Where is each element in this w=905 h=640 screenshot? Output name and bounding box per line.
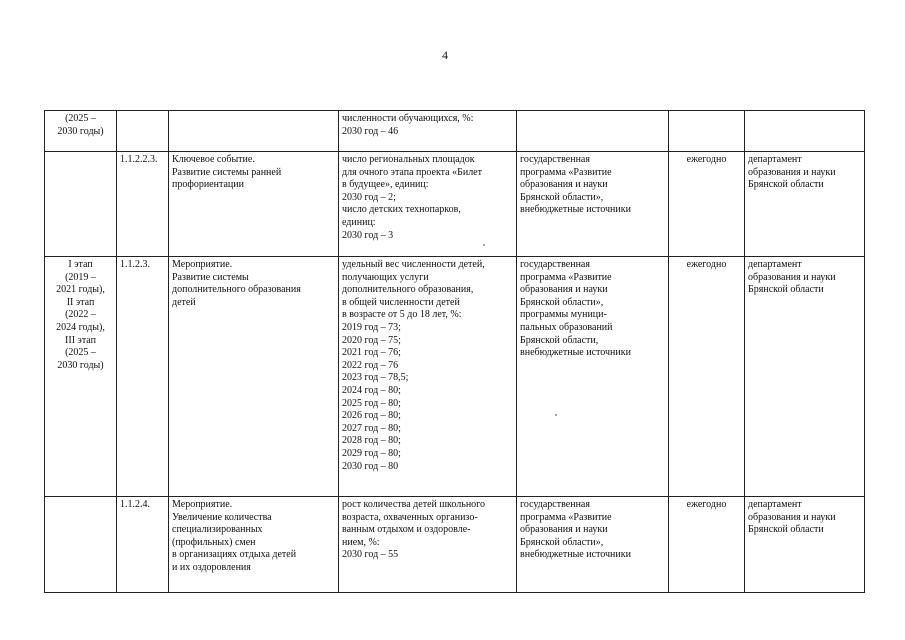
name-line: (профильных) смен xyxy=(172,536,256,548)
indicator-line: 2027 год – 80; xyxy=(342,422,401,434)
stage-cell xyxy=(45,111,117,152)
stage-cell xyxy=(45,497,117,593)
indicator-line: 2029 год – 80; xyxy=(342,447,401,459)
source-cell xyxy=(517,497,669,593)
responsible-cell xyxy=(745,152,865,257)
name-line: Увеличение количества xyxy=(172,511,272,523)
indicator-cell xyxy=(339,257,517,497)
name-line: детей xyxy=(172,296,196,308)
stage-line: II этап xyxy=(66,296,95,308)
responsible-line: департамент xyxy=(748,499,802,510)
name-line: Мероприятие. xyxy=(172,259,233,270)
responsible-line: образования и науки xyxy=(748,511,836,523)
source-cell xyxy=(517,152,669,257)
indicator-line: нием, %: xyxy=(342,536,380,548)
indicator-line: 2025 год – 80; xyxy=(342,397,401,409)
stage-line: (2025 – xyxy=(65,113,96,124)
indicator-cell xyxy=(339,152,517,257)
frequency-cell xyxy=(669,497,745,593)
indicator-line: численности обучающихся, %: xyxy=(342,113,474,124)
source-line: образования и науки xyxy=(520,524,608,536)
indicator-line: ванным отдыхом и оздоровле- xyxy=(342,524,471,536)
indicator-line: 2023 год – 78,5; xyxy=(342,372,409,384)
source-cell xyxy=(517,257,669,497)
indicator-line: возраста, охваченных организо- xyxy=(342,511,478,523)
frequency-cell xyxy=(669,111,745,152)
stage-line: 2030 годы) xyxy=(57,359,104,371)
name-line: в организациях отдыха детей xyxy=(172,549,297,561)
responsible-cell xyxy=(745,111,865,152)
indicator-line: 2024 год – 80; xyxy=(342,384,401,396)
frequency-value: ежегодно xyxy=(686,499,727,510)
table-row xyxy=(45,111,865,152)
indicator-line: в будущее», единиц: xyxy=(342,179,429,191)
indicator-line: число региональных площадок xyxy=(342,154,475,165)
number-cell xyxy=(117,257,169,497)
responsible-line: департамент xyxy=(748,259,802,270)
name-line: Развитие системы xyxy=(172,271,249,283)
source-line: государственная xyxy=(520,154,590,165)
indicator-line: получающих услуги xyxy=(342,271,429,283)
table-row xyxy=(45,257,865,497)
number-cell xyxy=(117,152,169,257)
name-line: Мероприятие. xyxy=(172,499,233,510)
responsible-line: образования и науки xyxy=(748,166,836,178)
name-line: специализированных xyxy=(172,524,263,536)
stage-line: (2022 – xyxy=(65,309,96,321)
source-line: Брянской области, xyxy=(520,334,599,346)
name-line: дополнительного образования xyxy=(172,284,301,296)
source-line: Брянской области», xyxy=(520,536,604,548)
responsible-line: департамент xyxy=(748,154,802,165)
source-line: программа «Развитие xyxy=(520,166,612,178)
responsible-line: Брянской области xyxy=(748,179,824,191)
responsible-line: Брянской области xyxy=(748,284,824,296)
frequency-value: ежегодно xyxy=(686,154,727,165)
indicator-line: 2030 год – 3 xyxy=(342,229,394,241)
indicator-line: число детских технопарков, xyxy=(342,204,461,216)
responsible-line: образования и науки xyxy=(748,271,836,283)
indicator-line: 2021 год – 76; xyxy=(342,347,401,359)
source-line: образования и науки xyxy=(520,284,608,296)
indicator-line: 2019 год – 73; xyxy=(342,321,401,333)
item-number: 1.1.2.3. xyxy=(120,259,150,270)
source-line: внебюджетные источники xyxy=(520,204,631,216)
source-cell xyxy=(517,111,669,152)
indicator-line: рост количества детей школьного xyxy=(342,499,486,510)
indicator-line: удельный вес численности детей, xyxy=(342,259,485,270)
indicator-line: 2026 год – 80; xyxy=(342,410,401,422)
scan-speck xyxy=(555,414,557,416)
indicator-line: в общей численности детей xyxy=(342,296,460,308)
stage-line: III этап xyxy=(65,334,96,346)
indicator-line: 2020 год – 75; xyxy=(342,334,401,346)
item-number: 1.1.2.4. xyxy=(120,499,150,510)
source-line: государственная xyxy=(520,499,590,510)
indicator-line: в возрасте от 5 до 18 лет, %: xyxy=(342,309,462,321)
indicator-cell xyxy=(339,497,517,593)
source-line: Брянской области», xyxy=(520,191,604,203)
indicator-line: 2028 год – 80; xyxy=(342,435,401,447)
responsible-line: Брянской области xyxy=(748,524,824,536)
indicator-line: 2030 год – 55 xyxy=(342,549,399,561)
source-line: пальных образований xyxy=(520,321,613,333)
item-number: 1.1.2.2.3. xyxy=(120,154,158,165)
frequency-cell xyxy=(669,152,745,257)
source-line: программа «Развитие xyxy=(520,271,612,283)
source-line: государственная xyxy=(520,259,590,270)
source-line: Брянской области», xyxy=(520,296,604,308)
stage-line: 2030 годы) xyxy=(57,125,104,137)
indicator-line: дополнительного образования, xyxy=(342,284,474,296)
indicator-line: 2022 год – 76 xyxy=(342,359,399,371)
name-line: Ключевое событие. xyxy=(172,154,255,165)
source-line: программа «Развитие xyxy=(520,511,612,523)
indicator-cell xyxy=(339,111,517,152)
indicator-line: для очного этапа проекта «Билет xyxy=(342,166,482,178)
responsible-cell xyxy=(745,257,865,497)
source-line: программы муници- xyxy=(520,309,607,321)
name-line: Развитие системы ранней xyxy=(172,166,282,178)
stage-line: (2019 – xyxy=(65,271,96,283)
frequency-cell xyxy=(669,257,745,497)
table-row xyxy=(45,497,865,593)
source-line: образования и науки xyxy=(520,179,608,191)
name-cell xyxy=(169,111,339,152)
stage-line: 2021 годы), xyxy=(56,284,105,296)
stage-line: I этап xyxy=(68,259,93,270)
name-line: и их оздоровления xyxy=(172,561,251,573)
responsible-cell xyxy=(745,497,865,593)
indicator-line: 2030 год – 2; xyxy=(342,191,396,203)
indicator-line: единиц: xyxy=(342,216,376,228)
activities-table xyxy=(44,110,865,593)
stage-cell xyxy=(45,257,117,497)
source-line: внебюджетные источники xyxy=(520,347,631,359)
scan-speck xyxy=(483,244,485,246)
stage-line: 2024 годы), xyxy=(56,321,105,333)
source-line: внебюджетные источники xyxy=(520,549,631,561)
stage-line: (2025 – xyxy=(65,347,96,359)
indicator-line: 2030 год – 80 xyxy=(342,460,399,472)
table-row xyxy=(45,152,865,257)
name-cell xyxy=(169,257,339,497)
frequency-value: ежегодно xyxy=(686,259,727,270)
page-number: 4 xyxy=(442,48,448,62)
stage-cell xyxy=(45,152,117,257)
indicator-line: 2030 год – 46 xyxy=(342,125,399,137)
name-cell xyxy=(169,152,339,257)
number-cell xyxy=(117,111,169,152)
name-line: профориентации xyxy=(172,179,244,191)
number-cell xyxy=(117,497,169,593)
name-cell xyxy=(169,497,339,593)
